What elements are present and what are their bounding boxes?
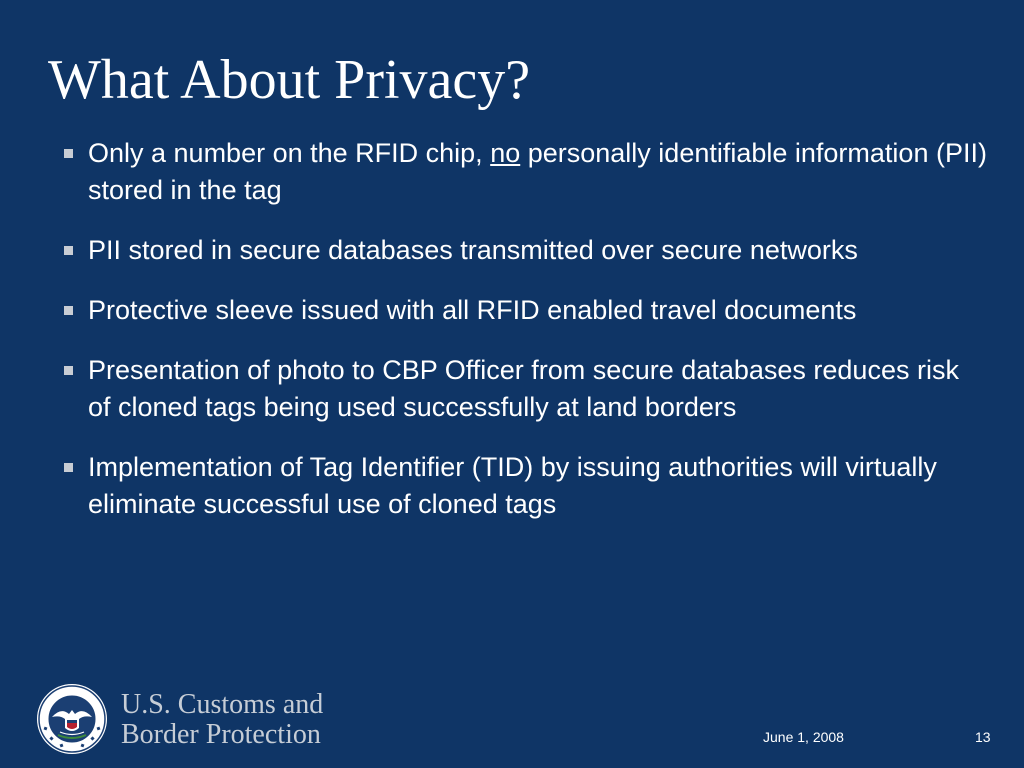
page-number: 13 bbox=[975, 729, 991, 745]
bullet-item bbox=[62, 135, 987, 209]
dhs-seal-icon bbox=[36, 683, 108, 755]
square-bullet-icon bbox=[64, 246, 73, 255]
footer-date: June 1, 2008 bbox=[763, 729, 844, 745]
bullet-item bbox=[62, 292, 987, 329]
agency-name-line: U.S. Customs and bbox=[121, 689, 324, 720]
bullet-item bbox=[62, 449, 987, 523]
agency-name bbox=[121, 690, 323, 750]
bullet-text: PII stored in secure databases transmitted over secure networks bbox=[88, 235, 858, 265]
bullet-text-end: personally identifiable information (PII) stored in the tag bbox=[88, 138, 987, 205]
dhs-seal-graphic bbox=[36, 683, 108, 755]
agency-name-line: Border Protection bbox=[121, 719, 321, 750]
square-bullet-icon bbox=[64, 463, 73, 472]
bullet-item bbox=[62, 232, 987, 269]
bullet-item bbox=[62, 352, 987, 426]
square-bullet-icon bbox=[64, 366, 73, 375]
bullet-emphasis: no bbox=[490, 138, 521, 168]
bullet-text-start: Only a number on the RFID chip, bbox=[88, 138, 491, 168]
square-bullet-icon bbox=[64, 149, 73, 158]
slide-title: What About Privacy? bbox=[48, 49, 531, 111]
bullet-text: Implementation of Tag Identifier (TID) by issuing authorities will virtually eliminate successful use of cloned tags bbox=[88, 452, 937, 519]
bullet-list bbox=[62, 135, 987, 546]
square-bullet-icon bbox=[64, 306, 73, 315]
bullet-text: Protective sleeve issued with all RFID enabled travel documents bbox=[88, 295, 857, 325]
bullet-text: Presentation of photo to CBP Officer from secure databases reduces risk of cloned tags being used successfully at land borders bbox=[88, 355, 959, 422]
